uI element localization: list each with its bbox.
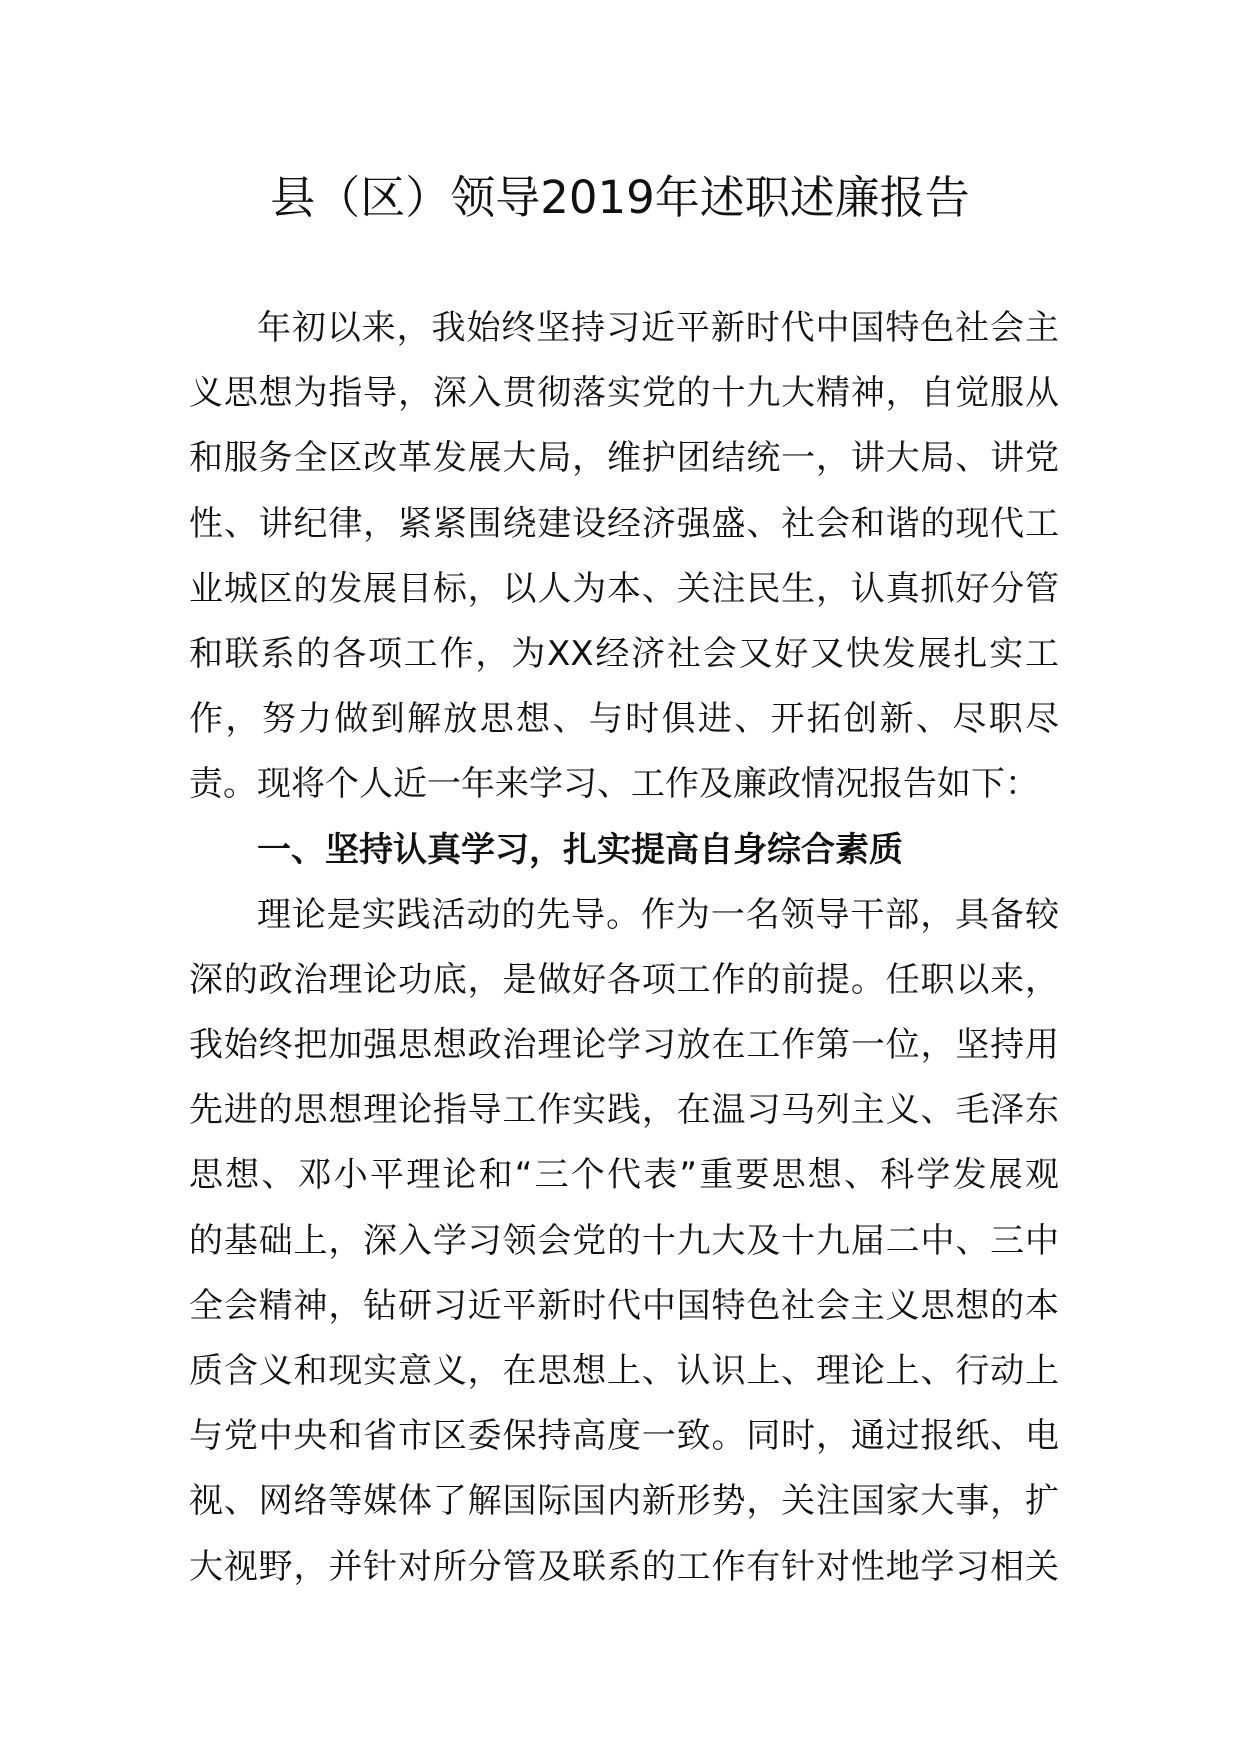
text-line: 作，努力做到解放思想、与时俱进、开拓创新、尽职尽: [189, 699, 1059, 740]
text-line: 的基础上，深入学习领会党的十九大及十九届二中、三中: [189, 1220, 1059, 1261]
text-line: 义思想为指导，深入贯彻落实党的十九大精神，自觉服从: [189, 373, 1059, 414]
text-line: 大视野，并针对所分管及联系的工作有针对性地学习相关: [189, 1546, 1059, 1587]
document-title: 县（区）领导2019年述职述廉报告: [270, 171, 970, 224]
text-line: 质含义和现实意义，在思想上、认识上、理论上、行动上: [189, 1351, 1059, 1391]
text-line: 先进的思想理论指导工作实践，在温习马列主义、毛泽东: [189, 1090, 1059, 1131]
text-line: 我始终把加强思想政治理论学习放在工作第一位，坚持用: [189, 1025, 1059, 1066]
text-line: 思想、邓小平理论和“三个代表”重要思想、科学发展观: [189, 1155, 1059, 1196]
text-line: 业城区的发展目标，以人为本、关注民生，认真抓好分管: [189, 568, 1059, 609]
text-line: 深的政治理论功底，是做好各项工作的前提。任职以来，: [189, 959, 1059, 1000]
section-heading: 一、坚持认真学习，扎实提高自身综合素质: [257, 829, 903, 870]
text-line: 性、讲纪律，紧紧围绕建设经济强盛、社会和谐的现代工: [189, 503, 1059, 544]
paragraph-study: [189, 883, 1059, 1600]
text-line: 理论是实践活动的先导。作为一名领导干部，具备较: [257, 894, 1059, 935]
text-line: 和联系的各项工作，为XX经济社会又好又快发展扎实工: [189, 633, 1059, 674]
text-line: 视、网络等媒体了解国际国内新形势，关注国家大事，扩: [189, 1481, 1059, 1522]
text-line: 年初以来，我始终坚持习近平新时代中国特色社会主: [257, 308, 1059, 348]
text-line: 与党中央和省市区委保持高度一致。同时，通过报纸、电: [189, 1416, 1059, 1457]
document-body: [189, 296, 1059, 1600]
paragraph-intro: [189, 296, 1059, 818]
text-line: 和服务全区改革发展大局，维护团结统一，讲大局、讲党: [189, 438, 1059, 479]
text-line: 责。现将个人近一年来学习、工作及廉政情况报告如下：: [189, 764, 1039, 805]
text-line: 全会精神，钻研习近平新时代中国特色社会主义思想的本: [189, 1285, 1059, 1326]
